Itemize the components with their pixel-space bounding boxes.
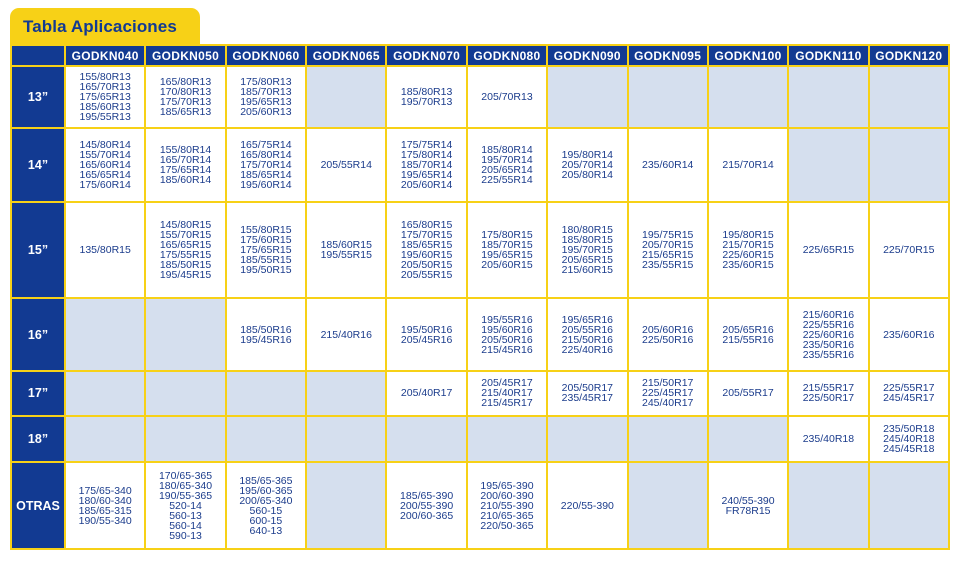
- column-header: GODKN120: [870, 46, 948, 65]
- tire-size-cell: [307, 203, 385, 297]
- tire-size: 235/50R18: [883, 422, 935, 435]
- tire-size: 225/60R15: [722, 249, 774, 262]
- tire-size: 225/40R16: [561, 343, 614, 356]
- tire-size: 165/60R14: [79, 159, 131, 171]
- tire-size: 225/50R17: [802, 392, 855, 405]
- tire-size: 185/70R13: [240, 85, 292, 98]
- empty-cell: [307, 463, 385, 548]
- tire-size-cell: [789, 299, 867, 370]
- tire-size: 195/65R15: [481, 249, 533, 262]
- tire-size-cell: [709, 463, 787, 548]
- row-header: 16”: [12, 299, 64, 370]
- tire-size: 190/55-340: [78, 514, 132, 527]
- column-header: GODKN080: [468, 46, 546, 65]
- tire-size: 195/45R16: [240, 333, 292, 346]
- tire-size: 220/55-390: [560, 499, 614, 512]
- column-header: GODKN095: [629, 46, 707, 65]
- tire-size: 235/55R16: [802, 348, 855, 361]
- tire-size-cell: [789, 372, 867, 414]
- tire-size: 210/65-365: [480, 509, 534, 522]
- tire-size: 195/55R13: [79, 110, 131, 123]
- tire-size: 180/80R15: [561, 224, 614, 237]
- tire-size: 205/65R16: [722, 323, 774, 336]
- tire-size: 235/50R16: [802, 338, 855, 351]
- tire-size: 195/65R14: [400, 169, 453, 181]
- tire-size: 185/65R13: [159, 105, 212, 118]
- tire-size: 195/70R15: [561, 244, 614, 257]
- column-header: GODKN070: [387, 46, 465, 65]
- tire-size: 215/50R16: [561, 333, 614, 346]
- tire-size: 165/65R14: [79, 169, 131, 181]
- tire-size-cell: [870, 299, 948, 370]
- tire-size: 215/45R16: [481, 343, 533, 356]
- empty-cell: [548, 417, 626, 461]
- tire-size: 185/70R15: [481, 239, 533, 252]
- tire-size: 205/65R15: [561, 254, 614, 267]
- tire-size: 185/65-390: [400, 489, 454, 502]
- tire-size: 165/75R14: [240, 139, 292, 151]
- tire-size-cell: [307, 299, 385, 370]
- table-title: Tabla Aplicaciones: [23, 17, 177, 36]
- tire-size: 185/60R15: [320, 239, 372, 252]
- tire-size: 195/45R15: [159, 269, 212, 282]
- tire-size-cell: [387, 372, 465, 414]
- table-row: [12, 417, 948, 461]
- column-header: GODKN090: [548, 46, 626, 65]
- tire-size: 195/65R16: [561, 313, 614, 326]
- tire-size: 235/60R14: [642, 159, 694, 171]
- tire-size: 135/80R15: [79, 244, 131, 257]
- tire-size: 590-13: [169, 529, 202, 542]
- tire-size: 205/55R16: [561, 323, 614, 336]
- tire-size: 205/40R17: [400, 387, 453, 400]
- tire-size: 215/55R17: [802, 382, 855, 395]
- tire-size: 185/50R15: [159, 259, 212, 272]
- empty-cell: [146, 372, 224, 414]
- tire-size: 155/70R15: [159, 229, 212, 242]
- table-row: [12, 372, 948, 414]
- empty-cell: [146, 299, 224, 370]
- tire-size: 210/55-390: [480, 499, 534, 512]
- table-title-tab: [10, 8, 200, 46]
- tire-size-cell: [387, 299, 465, 370]
- tire-size: 205/50R17: [561, 382, 614, 395]
- tire-size-cell: [66, 129, 144, 202]
- tire-size-cell: [709, 129, 787, 202]
- table-body: [12, 67, 948, 548]
- tire-size-cell: [387, 129, 465, 202]
- column-header: GODKN060: [227, 46, 305, 65]
- tire-size-cell: [548, 299, 626, 370]
- empty-cell: [387, 417, 465, 461]
- row-header: 13”: [12, 67, 64, 127]
- tire-size: 195/55R16: [481, 313, 533, 326]
- tire-size-cell: [227, 463, 305, 548]
- empty-cell: [870, 67, 948, 127]
- tire-size: 235/45R17: [561, 392, 614, 405]
- tire-size: 225/55R16: [802, 318, 855, 331]
- tire-size-cell: [468, 129, 546, 202]
- tire-size: 215/70R15: [722, 239, 774, 252]
- tire-size: 245/45R17: [883, 392, 935, 405]
- tire-size: 225/55R14: [481, 174, 533, 186]
- tire-size: 200/55-390: [400, 499, 454, 512]
- tire-size: 205/60R15: [481, 259, 533, 272]
- tire-size: 205/45R17: [481, 377, 533, 390]
- empty-cell: [789, 463, 867, 548]
- tire-size: 205/65R14: [481, 164, 533, 176]
- tire-size: 205/60R14: [400, 179, 453, 191]
- tire-size: 165/70R14: [159, 154, 212, 166]
- tire-size-cell: [709, 203, 787, 297]
- tire-size: 195/70R13: [400, 95, 453, 108]
- tire-size: 245/40R17: [642, 397, 694, 410]
- tire-size: 175/65R13: [79, 90, 131, 103]
- empty-cell: [789, 67, 867, 127]
- tire-size: 205/70R14: [561, 159, 614, 171]
- empty-cell: [66, 417, 144, 461]
- tire-size-cell: [468, 463, 546, 548]
- tire-size: 215/40R17: [481, 387, 533, 400]
- tire-size-cell: [227, 129, 305, 202]
- tire-size: 225/55R17: [883, 382, 935, 395]
- tire-size: 195/75R15: [642, 229, 694, 242]
- tire-size-cell: [629, 372, 707, 414]
- tire-size: 215/70R14: [722, 159, 774, 171]
- tire-size: 175/70R13: [159, 95, 212, 108]
- tire-size-cell: [227, 299, 305, 370]
- empty-cell: [307, 417, 385, 461]
- column-header: GODKN040: [66, 46, 144, 65]
- empty-cell: [870, 463, 948, 548]
- tire-size-cell: [387, 67, 465, 127]
- tire-size: 195/60R16: [481, 323, 533, 336]
- tire-size: 165/80R13: [159, 75, 212, 88]
- empty-cell: [307, 67, 385, 127]
- row-header: 15”: [12, 203, 64, 297]
- tire-size: 560-14: [169, 519, 202, 532]
- tire-size: 195/60R15: [400, 249, 453, 262]
- tire-size: 225/65R15: [802, 244, 855, 257]
- row-header: OTRAS: [12, 463, 64, 548]
- table-header-row: [12, 46, 948, 65]
- tire-size: 235/60R16: [883, 328, 935, 341]
- empty-cell: [468, 417, 546, 461]
- tire-size: 215/60R15: [561, 264, 614, 277]
- tire-size: 175/60R14: [79, 179, 131, 191]
- tire-size: 170/80R13: [159, 85, 212, 98]
- tire-size: 215/55R16: [722, 333, 774, 346]
- empty-cell: [709, 67, 787, 127]
- tire-size: 165/65R15: [159, 239, 212, 252]
- tire-size: 195/60R14: [240, 179, 292, 191]
- row-header: 17”: [12, 372, 64, 414]
- tire-size: 235/60R15: [722, 259, 774, 272]
- tire-size: 205/55R17: [722, 387, 774, 400]
- tire-size: 175/70R15: [400, 229, 453, 242]
- tire-size: 180/60-340: [78, 494, 132, 507]
- tire-size: 175/65-340: [78, 484, 132, 497]
- tire-size: 185/65R14: [240, 169, 292, 181]
- tire-size: 165/80R15: [400, 219, 453, 232]
- table-row: [12, 299, 948, 370]
- empty-cell: [66, 372, 144, 414]
- tire-size-cell: [66, 67, 144, 127]
- tire-size: 205/60R13: [240, 105, 292, 118]
- tire-size: 245/45R18: [883, 442, 935, 455]
- tire-size: 225/70R15: [883, 244, 935, 257]
- tire-size: 175/65R14: [159, 164, 212, 176]
- row-header: 14”: [12, 129, 64, 202]
- tire-size: 175/80R13: [240, 75, 292, 88]
- tire-size: 155/80R14: [159, 144, 212, 156]
- tire-size-cell: [387, 463, 465, 548]
- empty-cell: [227, 372, 305, 414]
- applications-table: [10, 44, 950, 550]
- tire-size-cell: [548, 129, 626, 202]
- table-row: [12, 129, 948, 202]
- tire-size: 175/80R14: [400, 149, 453, 161]
- tire-size-cell: [468, 372, 546, 414]
- tire-size: 235/55R15: [642, 259, 694, 272]
- tire-size: 195/50R16: [400, 323, 453, 336]
- column-header: GODKN100: [709, 46, 787, 65]
- tire-size: 195/70R14: [481, 154, 533, 166]
- table-row: [12, 67, 948, 127]
- row-header: 18”: [12, 417, 64, 461]
- tire-size: 225/45R17: [642, 387, 694, 400]
- tire-size-cell: [870, 417, 948, 461]
- empty-cell: [307, 372, 385, 414]
- tire-size: 195/65R13: [240, 95, 292, 108]
- empty-cell: [629, 417, 707, 461]
- tire-size: 215/65R15: [642, 249, 694, 262]
- table-row: [12, 463, 948, 548]
- column-header: GODKN050: [146, 46, 224, 65]
- tire-size: 155/80R15: [240, 224, 292, 237]
- tire-size: 560-13: [169, 509, 202, 522]
- tire-size: 205/60R16: [642, 323, 694, 336]
- tire-size-cell: [548, 463, 626, 548]
- empty-cell: [66, 299, 144, 370]
- tire-size: 600-15: [249, 514, 283, 527]
- empty-cell: [709, 417, 787, 461]
- column-header: GODKN110: [789, 46, 867, 65]
- tire-size: 225/50R16: [642, 333, 694, 346]
- tire-size: 195/55R15: [320, 249, 372, 262]
- tire-size: 240/55-390: [721, 494, 775, 507]
- tire-size: 190/55-365: [158, 489, 213, 502]
- tire-size: 175/55R15: [159, 249, 212, 262]
- tire-size: 205/70R13: [481, 90, 533, 103]
- tire-size-cell: [468, 67, 546, 127]
- tire-size-cell: [548, 372, 626, 414]
- tire-size: 180/65-340: [158, 479, 213, 492]
- tire-size-cell: [629, 299, 707, 370]
- tire-size-cell: [548, 203, 626, 297]
- tire-size: 200/65-340: [239, 494, 293, 507]
- tire-size: 225/60R16: [802, 328, 855, 341]
- tire-size: 520-14: [169, 499, 202, 512]
- tire-size: 155/80R13: [79, 70, 131, 83]
- empty-cell: [227, 417, 305, 461]
- tire-size-cell: [870, 203, 948, 297]
- tire-size: 215/60R16: [802, 308, 855, 321]
- tire-size: 170/65-365: [158, 469, 213, 482]
- tire-size: 200/60-390: [480, 489, 534, 502]
- tire-size-cell: [146, 203, 224, 297]
- tire-size: 195/65-390: [480, 479, 534, 492]
- tire-size: 220/50-365: [480, 519, 534, 532]
- tire-size: 155/70R14: [79, 149, 131, 161]
- tire-size: 185/80R14: [481, 144, 533, 156]
- tire-size: 185/80R15: [561, 234, 614, 247]
- tire-size: 185/80R13: [400, 85, 453, 98]
- tire-size-cell: [709, 299, 787, 370]
- tire-size: 175/70R14: [240, 159, 292, 171]
- tire-size-cell: [789, 203, 867, 297]
- tire-size: 195/80R14: [561, 149, 614, 161]
- tire-size: 175/80R15: [481, 229, 533, 242]
- tire-size: 215/50R17: [642, 377, 694, 390]
- tire-size: 245/40R18: [883, 432, 935, 445]
- empty-cell: [789, 129, 867, 202]
- column-header: GODKN065: [307, 46, 385, 65]
- empty-cell: [548, 67, 626, 127]
- tire-size: 640-13: [249, 524, 283, 537]
- tire-size: 195/80R15: [722, 229, 774, 242]
- tire-size-cell: [146, 129, 224, 202]
- tire-size: 205/80R14: [561, 169, 614, 181]
- tire-size: 205/55R14: [320, 159, 372, 171]
- table-corner: [12, 46, 64, 65]
- tire-size-cell: [307, 129, 385, 202]
- tire-size-cell: [227, 67, 305, 127]
- tire-size: 215/40R16: [320, 328, 372, 341]
- applications-table-frame: [10, 44, 950, 550]
- tire-size: 175/60R15: [240, 234, 292, 247]
- tire-size-cell: [870, 372, 948, 414]
- tire-size: 175/65R15: [240, 244, 292, 257]
- tire-size: 165/80R14: [240, 149, 292, 161]
- tire-size: 185/65-365: [239, 474, 293, 487]
- tire-size: 145/80R14: [79, 139, 131, 151]
- tire-size: 205/50R16: [481, 333, 533, 346]
- empty-cell: [870, 129, 948, 202]
- tire-size: 185/70R14: [400, 159, 453, 171]
- tire-size: 195/60-365: [239, 484, 293, 497]
- tire-size: 185/65-315: [78, 504, 132, 517]
- tire-size-cell: [468, 299, 546, 370]
- tire-size-cell: [629, 129, 707, 202]
- tire-size: 205/50R15: [400, 259, 453, 272]
- tire-size: 185/60R13: [79, 100, 131, 113]
- tire-size-cell: [66, 463, 144, 548]
- tire-size: 185/50R16: [240, 323, 292, 336]
- tire-size: 560-15: [249, 504, 283, 517]
- tire-size: FR78R15: [725, 504, 771, 517]
- tire-size: 235/40R18: [802, 432, 855, 445]
- tire-size-cell: [387, 203, 465, 297]
- tire-size-cell: [146, 463, 224, 548]
- tire-size-cell: [66, 203, 144, 297]
- tire-size-cell: [789, 417, 867, 461]
- tire-size: 205/45R16: [400, 333, 453, 346]
- empty-cell: [146, 417, 224, 461]
- tire-size: 185/60R14: [159, 174, 212, 186]
- tire-size-cell: [227, 203, 305, 297]
- tire-size-cell: [709, 372, 787, 414]
- tire-size: 185/55R15: [240, 254, 292, 267]
- empty-cell: [629, 67, 707, 127]
- tire-size: 175/75R14: [400, 139, 453, 151]
- tire-size: 215/45R17: [481, 397, 533, 410]
- tire-size: 185/65R15: [400, 239, 453, 252]
- tire-size-cell: [629, 203, 707, 297]
- empty-cell: [629, 463, 707, 548]
- tire-size: 165/70R13: [79, 80, 131, 93]
- tire-size: 145/80R15: [159, 219, 212, 232]
- tire-size-cell: [146, 67, 224, 127]
- tire-size-cell: [468, 203, 546, 297]
- tire-size: 195/50R15: [240, 264, 292, 277]
- tire-size: 200/60-365: [400, 509, 454, 522]
- table-row: [12, 203, 948, 297]
- tire-size: 205/55R15: [400, 269, 453, 282]
- tire-size: 205/70R15: [642, 239, 694, 252]
